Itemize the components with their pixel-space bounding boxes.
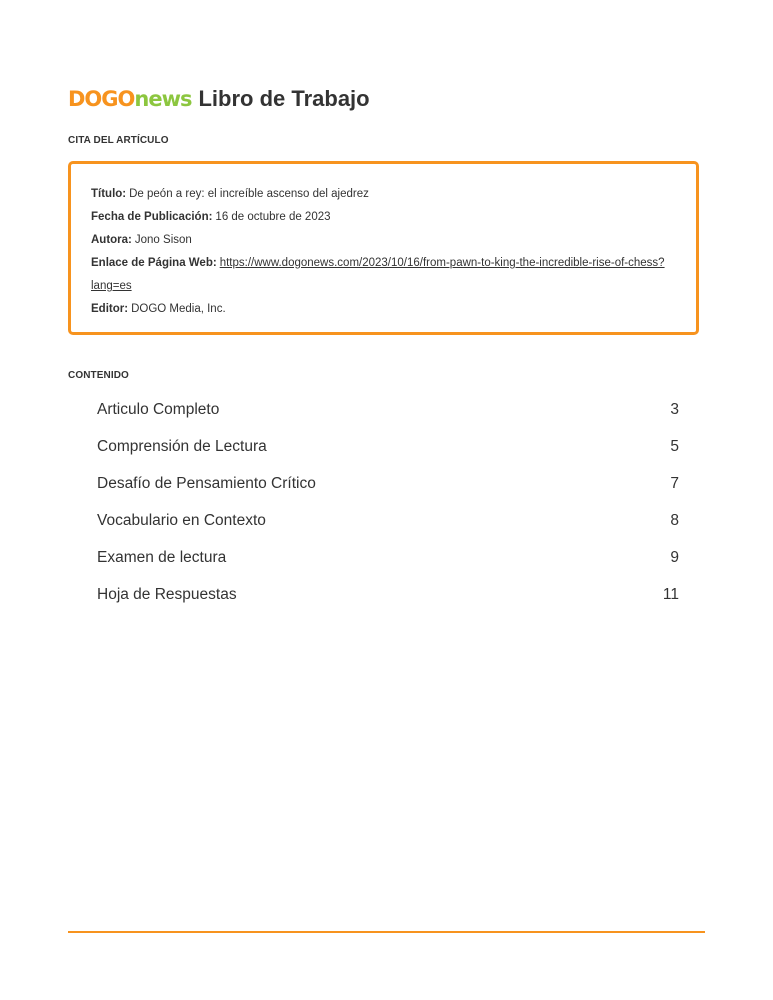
citation-link-line-2	[91, 280, 132, 292]
toc-item-page: 9	[670, 549, 679, 566]
toc-item-name: Desafío de Pensamiento Crítico	[97, 475, 316, 492]
citation-link-url-continued[interactable]: lang=es	[91, 280, 132, 292]
table-of-contents	[97, 397, 679, 619]
citation-box	[68, 161, 699, 335]
citation-section-label: CITA DEL ARTÍCULO	[68, 135, 169, 146]
contents-section-label: CONTENIDO	[68, 370, 129, 381]
citation-editor-label: Editor:	[91, 303, 129, 315]
toc-item-page: 3	[670, 401, 679, 418]
citation-author-label: Autora:	[91, 234, 132, 246]
toc-item-page: 5	[670, 438, 679, 455]
toc-item[interactable]	[97, 508, 679, 545]
toc-item-page: 8	[670, 512, 679, 529]
toc-item-name: Comprensión de Lectura	[97, 438, 267, 455]
citation-editor-line	[91, 303, 226, 315]
citation-title-label: Título:	[91, 188, 127, 200]
citation-date-label: Fecha de Publicación:	[91, 211, 213, 223]
citation-title-line	[91, 188, 369, 200]
citation-author-line	[91, 234, 192, 246]
toc-item[interactable]	[97, 471, 679, 508]
citation-link-line	[91, 257, 665, 269]
toc-item[interactable]	[97, 434, 679, 471]
logo-news-text: news	[134, 87, 192, 111]
citation-date-line	[91, 211, 331, 223]
toc-item-name: Hoja de Respuestas	[97, 586, 237, 603]
toc-item-name: Vocabulario en Contexto	[97, 512, 266, 529]
toc-item[interactable]	[97, 582, 679, 619]
citation-title-value: De peón a rey: el increíble ascenso del ajedrez	[129, 188, 369, 200]
toc-item-page: 11	[662, 586, 679, 603]
logo-dogo-text: DOGO	[68, 87, 135, 111]
citation-author-value: Jono Sison	[134, 234, 192, 246]
toc-item[interactable]	[97, 397, 679, 434]
toc-item-page: 7	[670, 475, 679, 492]
citation-link-url[interactable]: https://www.dogonews.com/2023/10/16/from-pawn-to-king-the-incredible-rise-of-chess?	[219, 257, 665, 269]
citation-editor-value: DOGO Media, Inc.	[131, 303, 226, 315]
page-title: Libro de Trabajo	[198, 86, 370, 111]
page-header	[68, 86, 370, 112]
toc-item-name: Articulo Completo	[97, 401, 220, 418]
citation-link-label: Enlace de Página Web:	[91, 257, 217, 269]
citation-date-value: 16 de octubre de 2023	[215, 211, 331, 223]
toc-item[interactable]	[97, 545, 679, 582]
footer-divider	[68, 931, 705, 933]
toc-item-name: Examen de lectura	[97, 549, 227, 566]
dogonews-logo	[68, 87, 191, 111]
